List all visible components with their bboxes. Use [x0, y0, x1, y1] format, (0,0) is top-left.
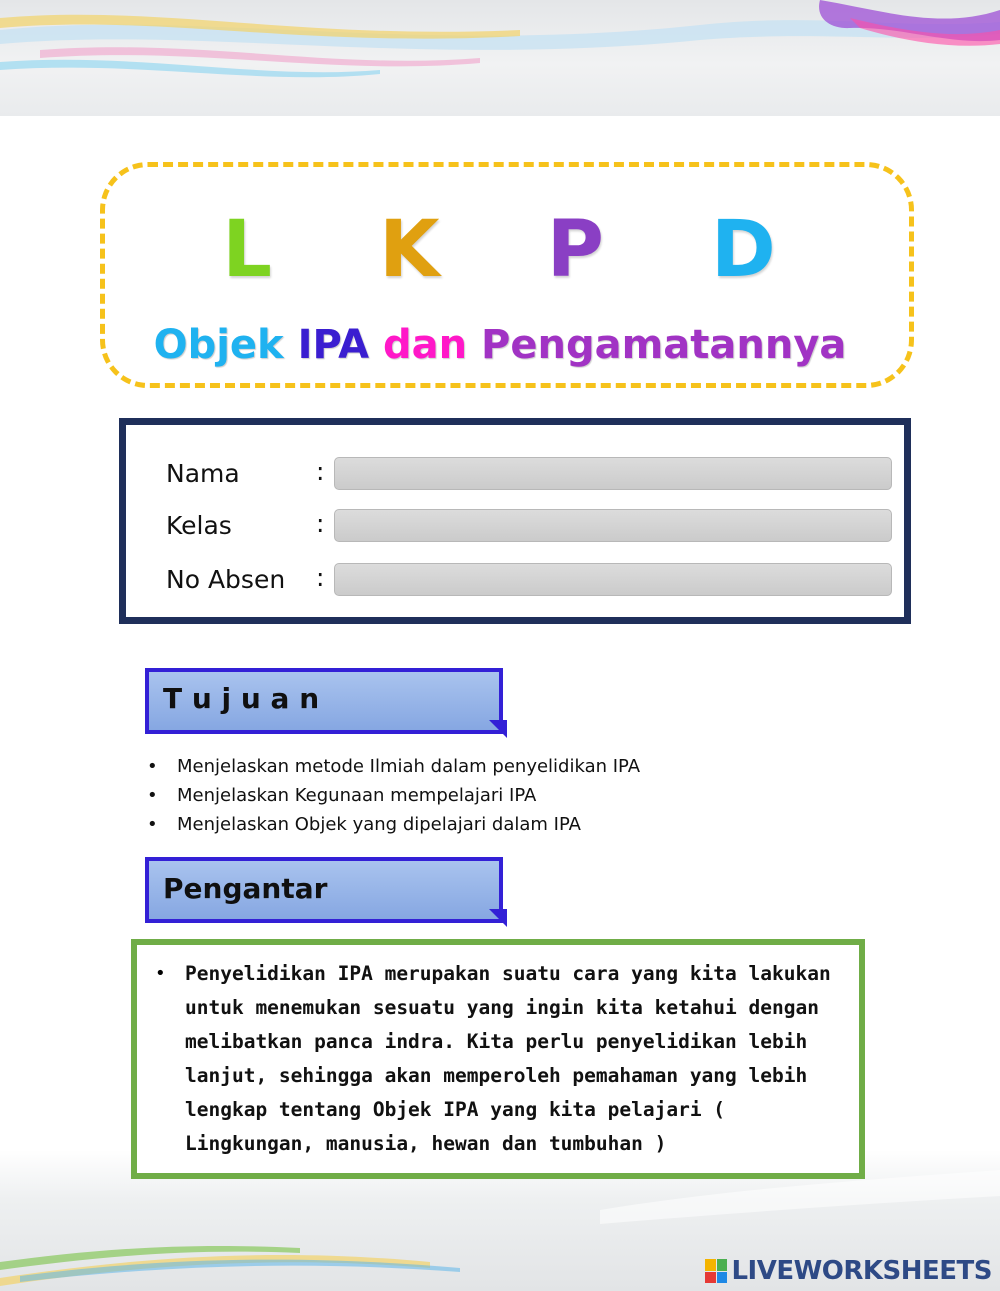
pengantar-header [145, 857, 503, 923]
pengantar-box [131, 939, 865, 1179]
lkpd-title [0, 205, 1000, 295]
tujuan-heading: T u j u a n [163, 682, 320, 715]
top-swoosh-graphic [0, 0, 1000, 116]
list-item: • Menjelaskan metode Ilmiah dalam penyelidikan IPA [145, 752, 640, 781]
kelas-colon: : [316, 509, 325, 538]
nama-input[interactable] [334, 457, 892, 490]
liveworksheets-logo[interactable] [705, 1253, 992, 1289]
list-item: • Menjelaskan Kegunaan mempelajari IPA [145, 781, 640, 810]
tujuan-list [145, 752, 640, 839]
title-letter-k: K [379, 205, 442, 295]
kelas-label: Kelas [166, 511, 232, 540]
list-item: • Menjelaskan Objek yang dipelajari dalam IPA [145, 810, 640, 839]
student-identity-box [119, 418, 911, 624]
tujuan-header [145, 668, 503, 734]
subtitle-word-pengamatannya: Pengamatannya [481, 322, 847, 368]
subtitle-word-dan: dan [383, 322, 482, 368]
no-absen-label: No Absen [166, 565, 286, 594]
pengantar-bullet: • [155, 963, 166, 984]
no-absen-input[interactable] [334, 563, 892, 596]
liveworksheets-badge-icon [705, 1259, 727, 1283]
subtitle-word-ipa: IPA [297, 322, 384, 368]
pengantar-text: Penyelidikan IPA merupakan suatu cara yang kita lakukan untuk menemukan sesuatu yang ingin kita ketahui dengan melibatkan panca indra. Kita perlu penyelidikan lebih lanjut, sehingga akan memperoleh pemahaman yang lebih lengkap tentang Objek IPA yang kita pelajari ( Lingkungan, manusia, hewan dan tumbuhan ) [185, 962, 831, 1155]
top-decorative-banner [0, 0, 1000, 116]
no-absen-colon: : [316, 563, 325, 592]
page-subtitle [0, 322, 1000, 368]
subtitle-word-objek: Objek [153, 322, 298, 368]
identity-row-nama [166, 457, 896, 493]
liveworksheets-logo-text: LIVEWORKSHEETS [731, 1256, 992, 1286]
kelas-input[interactable] [334, 509, 892, 542]
title-letter-p: P [546, 205, 606, 295]
pengantar-header-fold [489, 909, 507, 927]
nama-label: Nama [166, 459, 240, 488]
pengantar-heading: Pengantar [163, 872, 328, 905]
title-letter-l: L [222, 205, 274, 295]
tujuan-header-fold [489, 720, 507, 738]
identity-row-kelas [166, 509, 896, 545]
identity-row-no-absen [166, 563, 896, 599]
title-letter-d: D [711, 205, 778, 295]
nama-colon: : [316, 457, 325, 486]
